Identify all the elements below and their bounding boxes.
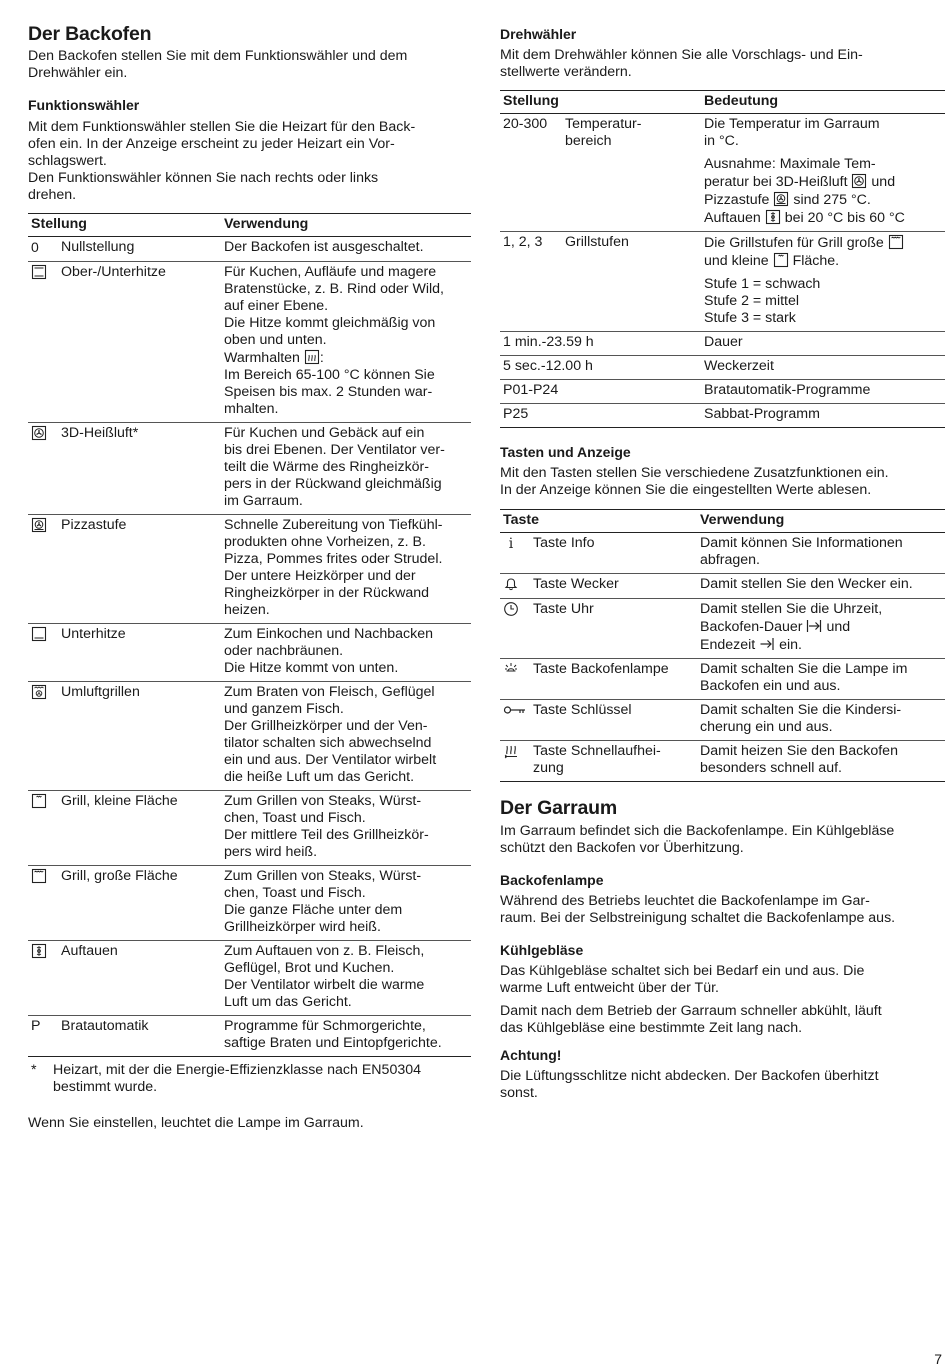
table-row [500, 659, 945, 700]
row-label: Grill, kleine Fläche [61, 792, 178, 809]
dial-text: Mit dem Drehwähler können Sie alle Vorschlags- und Ein- stellwerte verändern. [500, 47, 863, 81]
table-row [500, 114, 945, 232]
row-usage: Für Kuchen und Gebäck auf ein bis drei Ebenen. Der Ventilator ver- teilt die Wärme des Ringheizkör- pers in der Rückwand gleichmäßig im Garraum. [221, 422, 471, 514]
row-position: 1, 2, 3 [500, 232, 562, 332]
keys-text: Mit den Tasten stellen Sie verschiedene Zusatzfunktionen ein. In der Anzeige können Sie die eingestellten Werte ablesen. [500, 465, 889, 499]
lamp-note: Wenn Sie einstellen, leuchtet die Lampe im Garraum. [28, 1114, 364, 1131]
p-symbol-icon: P [31, 1017, 41, 1034]
footnote [28, 1062, 471, 1096]
table-row [500, 356, 945, 380]
row-label: 3D-Heißluft* [61, 424, 139, 441]
table-header-usage: Verwendung [697, 510, 945, 533]
grill-levels: Stufe 1 = schwach Stufe 2 = mittel Stufe 3 = stark [704, 276, 821, 327]
key-icon [503, 702, 527, 718]
svg-text:i: i [508, 536, 514, 552]
row-meaning: Dauer [701, 332, 945, 356]
circulated-air-grill-icon [31, 684, 47, 700]
info-icon [503, 535, 519, 551]
row-position: 1 min.-23.59 h [500, 332, 701, 356]
row-usage: Der Backofen ist ausgeschaltet. [221, 236, 471, 261]
left-column [28, 22, 471, 1132]
hot-air-icon [851, 173, 867, 189]
row-label: Grill, große Fläche [61, 867, 178, 884]
table-row [28, 681, 471, 790]
grill-large-icon [31, 868, 47, 884]
cavity-text: Im Garraum befindet sich die Backofenlampe. Ein Kühlgebläse schützt den Backofen vor Überhitzung. [500, 822, 895, 856]
row-label: Unterhitze [61, 625, 126, 642]
function-selector-heading: Funktionswähler [28, 97, 140, 114]
fan-text-1: Das Kühlgebläse schaltet sich bei Bedarf ein und aus. Die warme Luft entweicht über der Tür. [500, 963, 865, 997]
table-row [500, 533, 945, 574]
warning-heading: Achtung! [500, 1047, 562, 1064]
bell-icon [503, 576, 519, 592]
row-label: Nullstellung [61, 238, 135, 255]
table-row [28, 1015, 471, 1056]
defrost-icon [765, 209, 781, 225]
keys-heading: Tasten und Anzeige [500, 444, 631, 461]
row-name: Grillstufen [562, 232, 701, 332]
table-row [28, 940, 471, 1015]
row-usage: Damit heizen Sie den Backofen besonders schnell auf. [697, 741, 945, 782]
row-label: Taste Info [533, 535, 595, 552]
table-row [500, 380, 945, 404]
table-header-usage: Verwendung [221, 213, 471, 236]
table-header-meaning: Bedeutung [701, 91, 945, 114]
row-usage: Für Kuchen, Aufläufe und magere Bratenstücke, z. B. Rind oder Wild, auf einer Ebene. Die Hitze kommt gleichmäßig von oben und unten. Warmhalten : Im Bereich 65-100 °C können Sie Speisen bis max. 2 Stunden war- mhalten. [221, 261, 471, 422]
clock-icon [503, 601, 519, 617]
grill-small-icon [773, 252, 789, 268]
top-bottom-heat-icon [31, 264, 47, 280]
row-label: Taste Wecker [533, 576, 619, 593]
table-row [500, 232, 945, 332]
footnote-text: Heizart, mit der die Energie-Effizienzklasse nach EN50304 bestimmt wurde. [53, 1061, 422, 1095]
table-header-position: Stellung [500, 91, 701, 114]
row-usage: Zum Einkochen und Nachbacken oder nachbräunen. Die Hitze kommt von unten. [221, 623, 471, 681]
table-row [28, 865, 471, 940]
table-header-position: Stellung [28, 213, 221, 236]
row-usage: Zum Auftauen von z. B. Fleisch, Geflügel, Brot und Kuchen. Der Ventilator wirbelt die warme Luft um das Gericht. [221, 940, 471, 1015]
row-usage: Programme für Schmorgerichte, saftige Braten und Eintopfgerichte. [221, 1015, 471, 1056]
row-usage: Zum Grillen von Steaks, Würst- chen, Toast und Fisch. Die ganze Fläche unter dem Grillheizkörper wird heiß. [221, 865, 471, 940]
dial-heading: Drehwähler [500, 26, 577, 42]
row-meaning: Weckerzeit [701, 356, 945, 380]
row-label: Ober-/Unterhitze [61, 263, 166, 280]
grill-large-icon [888, 234, 904, 250]
row-meaning: Die Temperatur im Garraum in °C. Ausnahme: Maximale Tem- peratur bei 3D-Heißluft und Pizzastufe sind 275 °C. Auftauen bei 20 °C bis 60 °C [701, 114, 945, 232]
defrost-icon [31, 943, 47, 959]
row-position: P01-P24 [500, 380, 701, 404]
row-label: Taste Schnellaufhei- zung [533, 743, 661, 777]
oven-intro: Den Backofen stellen Sie mit dem Funktionswähler und dem Drehwähler ein. [28, 48, 408, 82]
row-position: P25 [500, 404, 701, 428]
row-usage: Damit können Sie Informationen abfragen. [697, 533, 945, 574]
row-label: Taste Uhr [533, 601, 594, 618]
pizza-setting-icon [773, 191, 789, 207]
table-row [500, 700, 945, 741]
lamp-text: Während des Betriebs leuchtet die Backofenlampe im Gar- raum. Bei der Selbstreinigung schaltet die Backofenlampe aus. [500, 892, 896, 926]
table-row [28, 514, 471, 623]
table-row [500, 599, 945, 659]
section-title-cavity: Der Garraum [500, 797, 618, 820]
table-header-key: Taste [500, 510, 697, 533]
footnote-star: * [31, 1061, 37, 1078]
lamp-icon [503, 661, 519, 677]
row-label: Taste Backofenlampe [533, 661, 669, 678]
row-label: Taste Schlüssel [533, 702, 632, 719]
zero-symbol-icon: 0 [31, 238, 39, 255]
rapid-heat-icon [503, 743, 519, 759]
warning-text: Die Lüftungsschlitze nicht abdecken. Der Backofen überhitzt sonst. [500, 1068, 879, 1102]
table-row [28, 236, 471, 261]
row-label: Pizzastufe [61, 516, 127, 533]
row-usage: Schnelle Zubereitung von Tiefkühl- produkten ohne Vorheizen, z. B. Pizza, Pommes frites oder Strudel. Der untere Heizkörper und der Ringheizkörper in der Rückwand heizen. [221, 514, 471, 623]
table-row [28, 623, 471, 681]
table-row [28, 790, 471, 865]
table-row [28, 422, 471, 514]
row-position: 20-300 [500, 114, 562, 232]
table-row [28, 261, 471, 422]
row-name: Temperatur- bereich [562, 114, 701, 232]
hot-air-icon [31, 425, 47, 441]
row-usage: Damit schalten Sie die Lampe im Backofen ein und aus. [697, 659, 945, 700]
table-row [500, 404, 945, 428]
duration-icon [806, 618, 822, 634]
row-position: 5 sec.-12.00 h [500, 356, 701, 380]
row-meaning: Bratautomatik-Programme [701, 380, 945, 404]
right-column [500, 25, 945, 1102]
table-row [500, 741, 945, 782]
table-row [500, 332, 945, 356]
row-usage: Zum Braten von Fleisch, Geflügel und ganzem Fisch. Der Grillheizkörper und der Ven- tilator schalten sich abwechselnd ein und aus. Der Ventilator wirbelt die heiße Luft um das Gericht. [221, 681, 471, 790]
function-table [28, 213, 471, 1057]
lamp-heading: Backofenlampe [500, 871, 604, 888]
table-row [500, 574, 945, 599]
row-label: Umluftgrillen [61, 683, 140, 700]
bottom-heat-icon [31, 626, 47, 642]
section-title-oven: Der Backofen [28, 23, 152, 45]
row-label: Auftauen [61, 942, 118, 959]
function-selector-text: Mit dem Funktionswähler stellen Sie die Heizart für den Back- ofen ein. In der Anzeige erscheint zu jeder Heizart ein Vor- schlagswert. Den Funktionswähler können Sie nach rechts oder links drehen. [28, 118, 416, 203]
page-number: 7 [934, 1351, 942, 1367]
row-usage: Zum Grillen von Steaks, Würst- chen, Toast und Fisch. Der mittlere Teil des Grillheizkör- pers wird heiß. [221, 790, 471, 865]
row-label: Bratautomatik [61, 1017, 149, 1034]
row-usage: Damit stellen Sie die Uhrzeit, Backofen-Dauer und Endezeit ein. [697, 599, 945, 659]
fan-text-2: Damit nach dem Betrieb der Garraum schneller abkühlt, läuft das Kühlgebläse eine bestimmte Zeit lang nach. [500, 1003, 882, 1037]
keys-table [500, 509, 945, 782]
row-meaning: Sabbat-Programm [701, 404, 945, 428]
fan-heading: Kühlgebläse [500, 941, 584, 958]
grill-small-icon [31, 793, 47, 809]
pizza-setting-icon [31, 517, 47, 533]
row-usage: Damit stellen Sie den Wecker ein. [697, 574, 945, 599]
end-time-icon [759, 636, 775, 652]
row-usage: Damit schalten Sie die Kindersi- cherung ein und aus. [697, 700, 945, 741]
dial-table [500, 90, 945, 428]
row-meaning: Die Grillstufen für Grill große und kleine Fläche. Stufe 1 = schwach Stufe 2 = mittel Stufe 3 = stark [701, 232, 945, 332]
keep-warm-icon [304, 349, 320, 365]
